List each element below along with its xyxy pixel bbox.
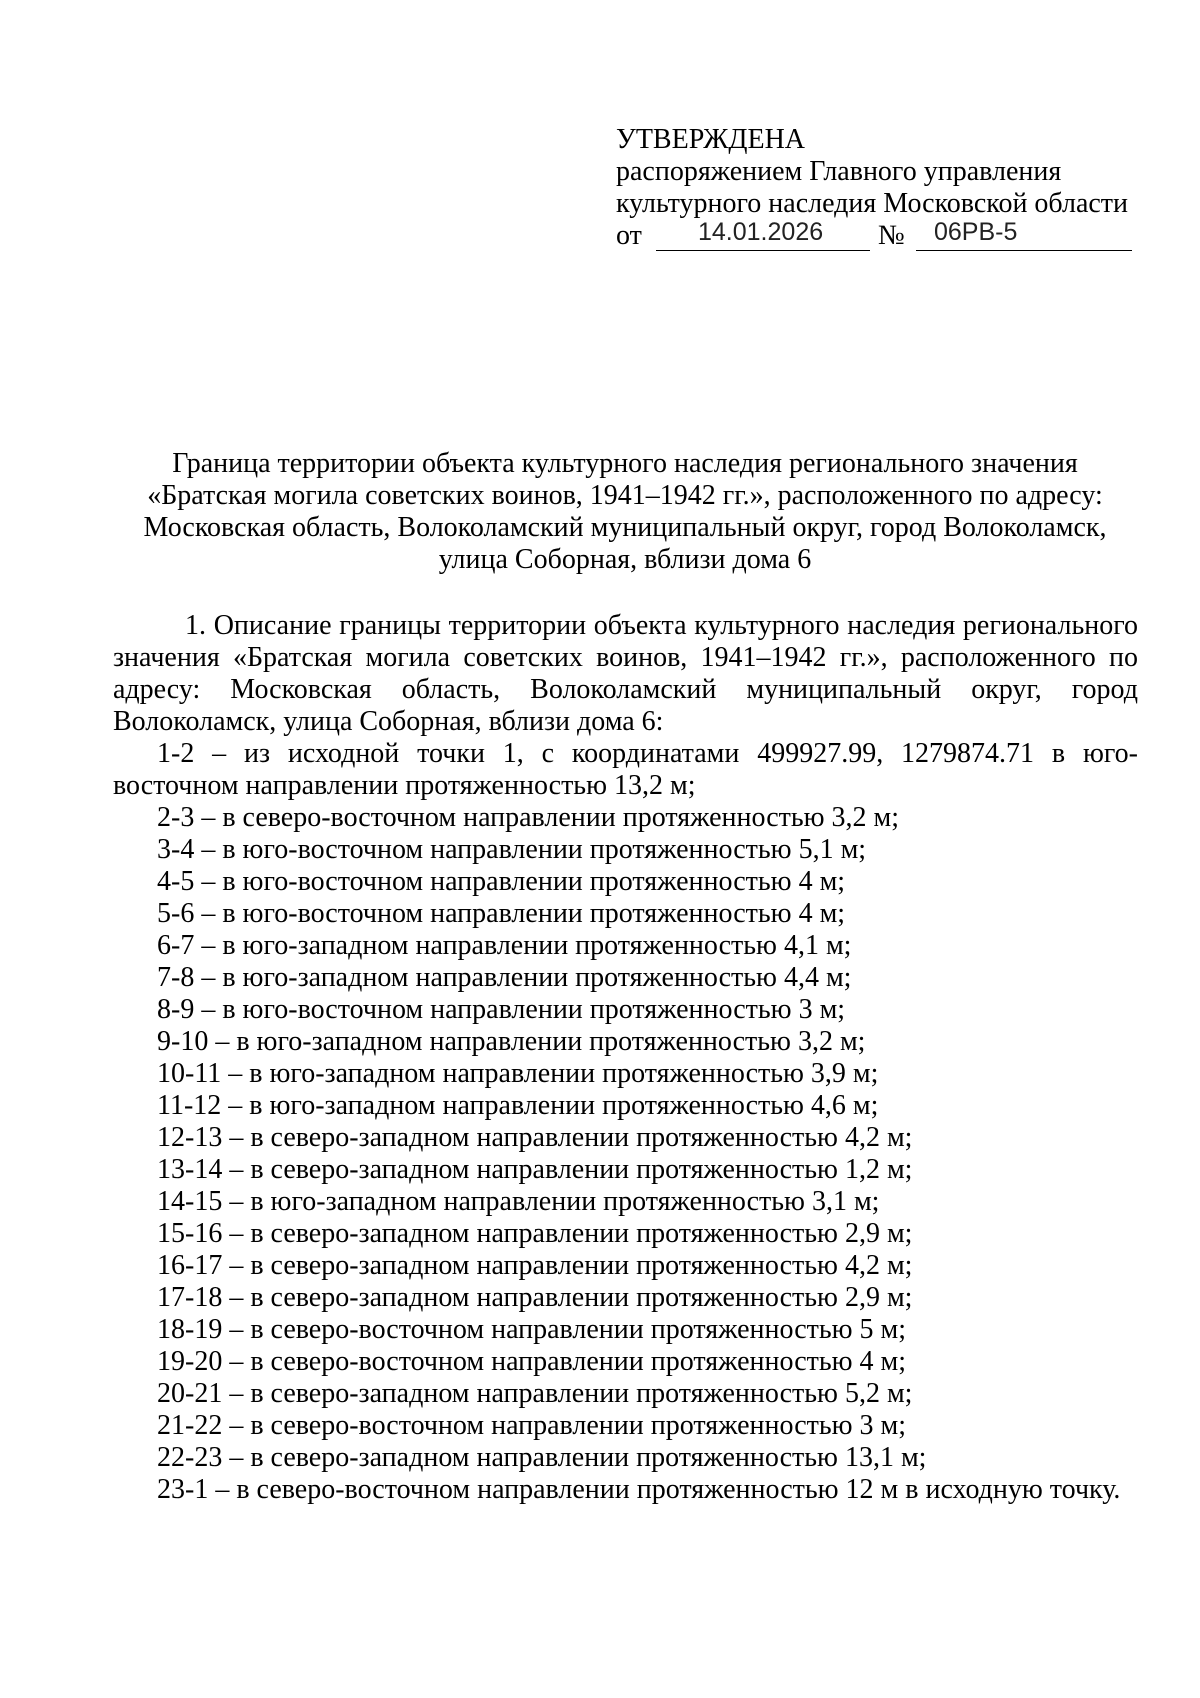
boundary-segment: 20-21 – в северо-западном направлении протяженностью 5,2 м;	[157, 1378, 913, 1409]
approval-heading: УТВЕРЖДЕНА	[616, 124, 806, 155]
boundary-segment: 3-4 – в юго-восточном направлении протяженностью 5,1 м;	[157, 834, 867, 865]
boundary-segment: 7-8 – в юго-западном направлении протяженностью 4,4 м;	[157, 962, 852, 993]
boundary-description	[113, 610, 1138, 1506]
boundary-segment: 8-9 – в юго-восточном направлении протяженностью 3 м;	[157, 994, 846, 1025]
title-line-4: улица Соборная, вблизи дома 6	[438, 544, 812, 575]
boundary-segment: 15-16 – в северо-западном направлении протяженностью 2,9 м;	[157, 1218, 913, 1249]
boundary-segment: 18-19 – в северо-восточном направлении протяженностью 5 м;	[157, 1314, 907, 1345]
boundary-segment: 5-6 – в юго-восточном направлении протяженностью 4 м;	[157, 898, 846, 929]
number-value: 06РВ-5	[934, 218, 1018, 246]
boundary-segment: 21-22 – в северо-восточном направлении протяженностью 3 м;	[157, 1410, 907, 1441]
boundary-segment: 9-10 – в юго-западном направлении протяженностью 3,2 м;	[157, 1026, 866, 1057]
boundary-segment: 4-5 – в юго-восточном направлении протяженностью 4 м;	[157, 866, 846, 897]
boundary-segment: 2-3 – в северо-восточном направлении протяженностью 3,2 м;	[157, 802, 900, 833]
segment-list	[113, 802, 1138, 1506]
approval-stamp-block	[616, 124, 1136, 252]
title-line-1: Граница территории объекта культурного наследия регионального значения	[172, 448, 1078, 479]
title-line-3: Московская область, Волоколамский муниципальный округ, город Волоколамск,	[143, 512, 1107, 543]
boundary-segment: 13-14 – в северо-западном направлении протяженностью 1,2 м;	[157, 1154, 913, 1185]
boundary-segment: 11-12 – в юго-западном направлении протяженностью 4,6 м;	[157, 1090, 879, 1121]
title-line-2: «Братская могила советских воинов, 1941–1942 гг.», расположенного по адресу:	[147, 480, 1103, 511]
boundary-segment: 12-13 – в северо-западном направлении протяженностью 4,2 м;	[157, 1122, 913, 1153]
boundary-segment: 17-18 – в северо-западном направлении протяженностью 2,9 м;	[157, 1282, 913, 1313]
boundary-segment: 10-11 – в юго-западном направлении протяженностью 3,9 м;	[157, 1058, 879, 1089]
number-field	[916, 220, 1132, 251]
boundary-segment: 16-17 – в северо-западном направлении протяженностью 4,2 м;	[157, 1250, 913, 1281]
approval-line-1: распоряжением Главного управления	[616, 156, 1062, 187]
approval-date-number-row	[616, 220, 1136, 252]
boundary-segment: 19-20 – в северо-восточном направлении протяженностью 4 м;	[157, 1346, 907, 1377]
document-title	[100, 448, 1150, 576]
boundary-segment: 23-1 – в северо-восточном направлении протяженностью 12 м в исходную точку.	[157, 1474, 1121, 1505]
date-value: 14.01.2026	[698, 218, 824, 246]
boundary-segment: 6-7 – в юго-западном направлении протяженностью 4,1 м;	[157, 930, 852, 961]
date-label: от	[616, 220, 642, 251]
boundary-segment: 22-23 – в северо-западном направлении протяженностью 13,1 м;	[157, 1442, 927, 1473]
segment-1-2: 1-2 – из исходной точки 1, с координатами 499927.99, 1279874.71 в юго-восточном направлении протяженностью 13,2 м;	[113, 738, 1138, 801]
boundary-segment: 14-15 – в юго-западном направлении протяженностью 3,1 м;	[157, 1186, 880, 1217]
number-label: №	[878, 220, 905, 251]
intro-paragraph: 1. Описание границы территории объекта культурного наследия регионального значения «Братская могила советских воинов, 1941–1942 гг.», расположенного по адресу: Московская область, Волоколамский муниципальный округ, город Волоколамск, улица Соборная, вблизи дома 6:	[113, 610, 1138, 737]
approval-line-2: культурного наследия Московской области	[616, 188, 1129, 219]
date-field	[656, 220, 870, 251]
